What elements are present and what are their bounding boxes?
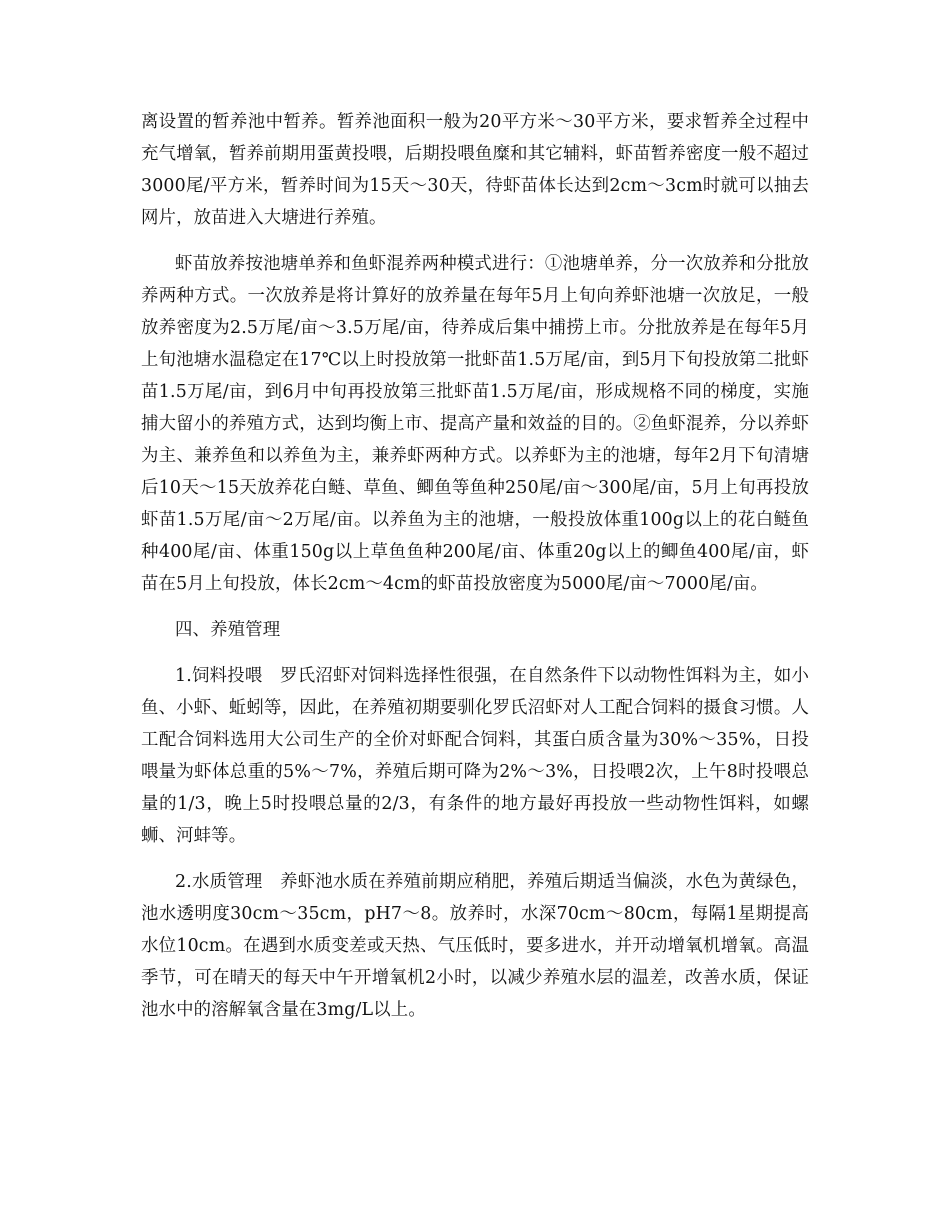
- section-heading: 四、养殖管理: [175, 620, 281, 640]
- paragraph-temporary-nursery: 离设置的暂养池中暂养。暂养池面积一般为20平方米～30平方米，要求暂养全过程中充气增氧，暂养前期用蛋黄投喂，后期投喂鱼糜和其它辅料，虾苗暂养密度一般不超过3000尾/平方米，暂养时间为15天～30天，待虾苗体长达到2cm～3cm时就可以抽去网片，放苗进入大塘进行养殖。: [141, 112, 809, 228]
- paragraph-feeding: 1.饲料投喂 罗氏沼虾对饲料选择性很强，在自然条件下以动物性饵料为主，如小鱼、小虾、蚯蚓等，因此，在养殖初期要驯化罗氏沼虾对人工配合饲料的摄食习惯。人工配合饲料选用大公司生产的全价对虾配合饲料，其蛋白质含量为30%～35%，日投喂量为虾体总重的5%～7%，养殖后期可降为2%～3%，日投喂2次，上午8时投喂总量的1/3，晚上5时投喂总量的2/3，有条件的地方最好再投放一些动物性饵料，如螺蛳、河蚌等。: [141, 666, 809, 846]
- document-body: [141, 106, 809, 1040]
- paragraph-stocking-modes: 虾苗放养按池塘单养和鱼虾混养两种模式进行：①池塘单养，分一次放养和分批放养两种方式。一次放养是将计算好的放养量在每年5月上旬向养虾池塘一次放足，一般放养密度为2.5万尾/亩～3.5万尾/亩，待养成后集中捕捞上市。分批放养是在每年5月上旬池塘水温稳定在17℃以上时投放第一批虾苗1.5万尾/亩，到5月下旬投放第二批虾苗1.5万尾/亩，到6月中旬再投放第三批虾苗1.5万尾/亩，形成规格不同的梯度，实施捕大留小的养殖方式，达到均衡上市、提高产量和效益的目的。②鱼虾混养，分以养虾为主、兼养鱼和以养鱼为主，兼养虾两种方式。以养虾为主的池塘，每年2月下旬清塘后10天～15天放养花白鲢、草鱼、鲫鱼等鱼种250尾/亩～300尾/亩，5月上旬再投放虾苗1.5万尾/亩～2万尾/亩。以养鱼为主的池塘，一般投放体重100g以上的花白鲢鱼种400尾/亩、体重150g以上草鱼鱼种200尾/亩、体重20g以上的鲫鱼400尾/亩，虾苗在5月上旬投放，体长2cm～4cm的虾苗投放密度为5000尾/亩～7000尾/亩。: [141, 254, 809, 594]
- paragraph-water-quality: 2.水质管理 养虾池水质在养殖前期应稍肥，养殖后期适当偏淡，水色为黄绿色，池水透明度30cm～35cm，pH7～8。放养时，水深70cm～80cm，每隔1星期提高水位10cm。在遇到水质变差或天热、气压低时，要多进水，并开动增氧机增氧。高温季节，可在晴天的每天中午开增氧机2小时，以减少养殖水层的温差，改善水质，保证池水中的溶解氧含量在3mg/L以上。: [141, 872, 809, 1020]
